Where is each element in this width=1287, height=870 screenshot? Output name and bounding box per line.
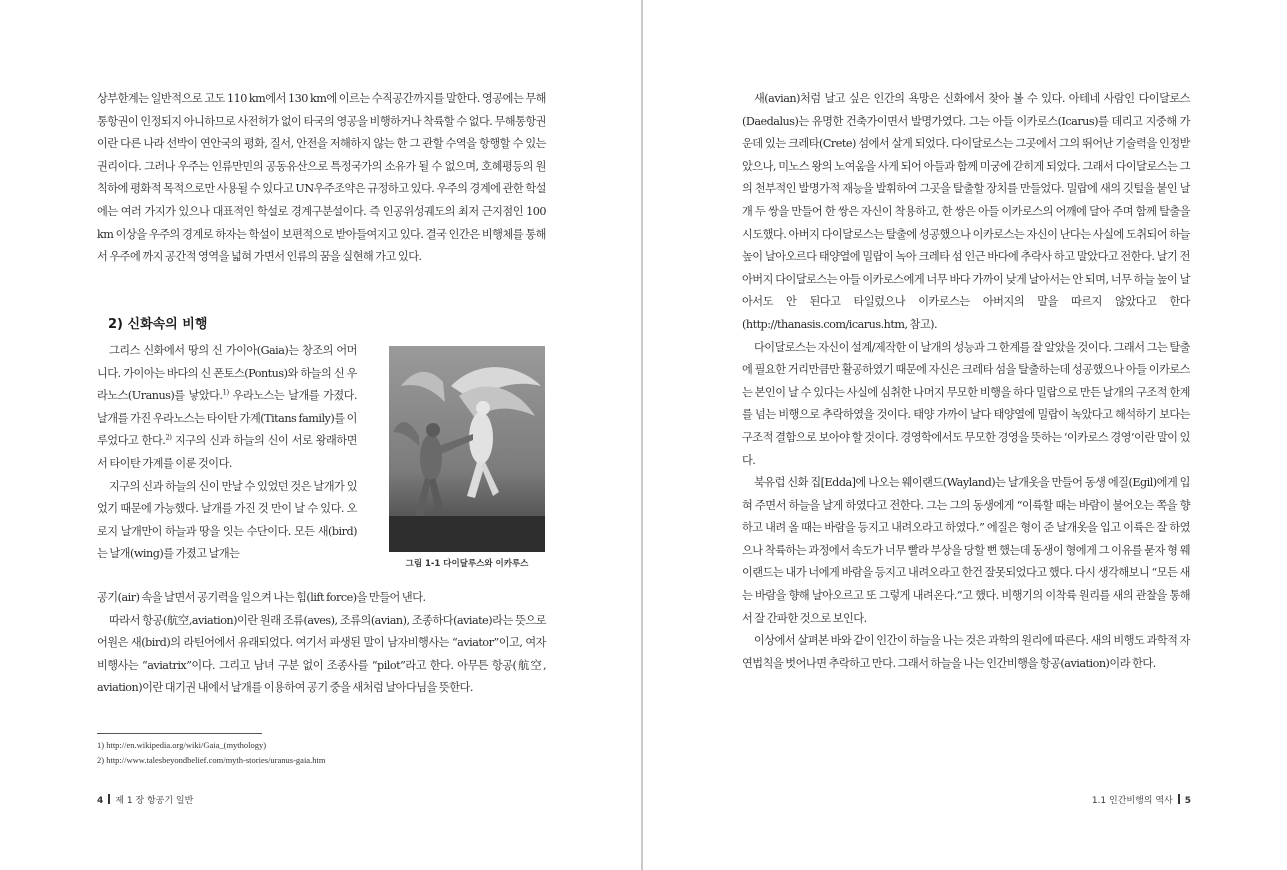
footnote-1: 1) http://en.wikipedia.org/wiki/Gaia_(mythology) bbox=[97, 740, 267, 750]
page-gutter bbox=[641, 0, 643, 870]
left-page-number: 4 bbox=[97, 796, 104, 806]
conclusion-paragraph: 이상에서 살펴본 바와 같이 인간이 하늘을 나는 것은 과학의 원리에 따른다. 새의 비행도 과학적 자연법칙을 벗어나면 추락하고 만다. 그래서 하늘을 나는 인간비행을 항공(aviation)이라 한다. bbox=[742, 634, 1190, 670]
myth-text-1c: 지구의 신과 하늘의 신이 서로 왕래하면서 타이탄 가계를 이룬 것이다. bbox=[97, 434, 357, 470]
footnote-ref-2: 2) bbox=[165, 433, 172, 442]
aviation-etymology-paragraph: 따라서 항공(航空,aviation)이란 원래 조류(aves), 조류의(avian), 조종하다(aviate)라는 뜻으로 어원은 새(bird)의 라틴어에서 유래되었다. 여기서 파생된 말이 남자비행사는 “aviator”이고, 여자비행사는 “aviatrix”이다. 그리고 남녀 구분 없이 조종사를 “pilot”라고 한다. 아무튼 항공(航空, aviation)이란 대기권 내에서 날개를 이용하여 공기 중을 새처럼 날아다님을 뜻한다. bbox=[97, 613, 546, 695]
wayland-paragraph: 북유럽 신화 집[Edda]에 나오는 웨이랜드(Wayland)는 날개옷을 만들어 동생 에질(Egil)에게 입혀 주면서 하늘을 날게 하였다고 전한다. 그는 그의 동생에게 “이륙할 때는 바람이 불어오는 쪽을 향하고 내려 올 때는 바람을 등지고 내려오라고 하였다.” 에질은 형이 준 날개옷을 입고 이륙은 잘 하였으나 착륙하는 과정에서 속도가 너무 빨라 부상을 당할 뻔 했는데 동생이 형에게 그 이유를 묻자 형 웨이랜드는 내가 너에게 바람을 등지고 내려오라고 한건 잘못되었다고 했다. 다시 생각해보니 “모든 새는 바람을 향해 날아오르고 또 그렇게 내려온다.”고 했다. 비행기의 이착륙 원리를 새의 관찰을 통해서 잘 간파한 것으로 보인다. bbox=[742, 476, 1190, 625]
full-column bbox=[97, 587, 546, 700]
figure-daedalus-icarus bbox=[389, 346, 545, 552]
left-footer bbox=[97, 793, 193, 806]
footnote-ref-1: 1) bbox=[222, 388, 229, 397]
footnote-rule bbox=[97, 733, 262, 734]
footnotes bbox=[97, 738, 325, 768]
figure-caption: 그림 1-1 다이달루스와 이카루스 bbox=[405, 559, 529, 569]
footer-divider bbox=[108, 794, 110, 804]
footer-divider bbox=[1178, 794, 1180, 804]
right-page-number: 5 bbox=[1184, 796, 1191, 806]
daedalus-analysis-paragraph: 다이달로스는 자신이 설계/제작한 이 날개의 성능과 그 한계를 잘 알았을 것이다. 그래서 그는 탈출에 필요한 거리만큼만 활공하였기 때문에 자신은 크레타 섬을 탈출하는데 성공했으나 아들 이카로스는 본인이 날 수 있다는 사실에 심취한 나머지 무모한 비행을 하다 밀랍으로 만든 날개의 구조적 한계를 넘는 비행으로 추락하였을 것이다. 태양 가까이 날다 태양열에 밀랍이 녹았다고 해석하기 보다는 구조적 결함으로 보아야 할 것이다. 경영학에서도 무모한 경영을 뜻하는 ‘이카로스 경영’이란 말이 있다. bbox=[742, 340, 1190, 467]
intro-text: 상부한계는 일반적으로 고도 110 km에서 130 km에 이르는 수직공간까지를 말한다. 영공에는 무해통항권이 인정되지 아니하므로 사전허가 없이 타국의 영공을 비행하거나 착륙할 수 없다. 무해통항권이란 다른 나라 선박이 연안국의 평화, 질서, 안전을 저해하지 않는 한 그 관할 수역을 항행할 수 있는 권리이다. 그러나 우주는 인류만민의 공동유산으로 특정국가의 소유가 될 수 없으며, 호혜평등의 원칙하에 평화적 목적으로만 사용될 수 있다고 UN우주조약은 규정하고 있다. 우주의 경계에 관한 학설에는 여러 가지가 있으나 대표적인 학설로 경계구분설이다. 즉 인공위성궤도의 최저 근지점인 100 km 이상을 우주의 경계로 하자는 학설이 보편적으로 받아들여지고 있다. 결국 인간은 비행체를 통해서 우주에 까지 공간적 영역을 넓혀 가면서 인류의 꿈을 실현해 가고 있다. bbox=[97, 92, 546, 264]
myth-text-1b: 우라노스는 날개를 가졌다. 날개를 가진 우라노스는 타이탄 가계(Titans family)를 이루었다고 한다. bbox=[97, 389, 357, 448]
footnote-2: 2) http://www.talesbeyondbelief.com/myth-stories/uranus-gaia.htm bbox=[97, 755, 326, 765]
myth-paragraph-1 bbox=[97, 340, 357, 476]
right-page bbox=[644, 0, 1287, 870]
wrapped-column bbox=[97, 340, 357, 566]
right-body bbox=[742, 88, 1190, 675]
myth-text-1a: 그리스 신화에서 땅의 신 가이아(Gaia)는 창조의 어머니다. 가이아는 바다의 신 폰토스(Pontus)와 하늘의 신 우라노스(Uranus)를 낳았다. bbox=[97, 344, 357, 403]
myth-paragraph-2: 지구의 신과 하늘의 신이 만날 수 있었던 것은 날개가 있었기 때문에 가능했다. 날개를 가진 것 만이 날 수 있다. 오로지 날개만이 하늘과 땅을 잇는 수단이다. 모든 새(bird)는 날개(wing)를 가졌고 날개는 bbox=[97, 479, 357, 561]
section-running-title: 1.1 인간비행의 역사 bbox=[1091, 796, 1173, 806]
right-footer bbox=[1092, 793, 1191, 806]
myth-paragraph-2-end: 공기(air) 속을 날면서 공기력을 일으켜 나는 힘(lift force)을 만들어 낸다. bbox=[97, 591, 426, 604]
intro-paragraph bbox=[97, 88, 546, 269]
figure-illustration bbox=[389, 346, 545, 552]
daedalus-paragraph: 새(avian)처럼 날고 싶은 인간의 욕망은 신화에서 찾아 볼 수 있다. 아테네 사람인 다이달로스(Daedalus)는 유명한 건축가이면서 발명가였다. 그는 아들 이카로스(Icarus)를 데리고 지중해 가운데 있는 크레타(Crete) 섬에서 살게 되었다. 다이달로스는 그곳에서 그의 뛰어난 기술력을 인정받았으나, 미노스 왕의 노여움을 사게 되어 아들과 함께 미궁에 갇히게 되었다. 그래서 다이달로스는 그의 천부적인 발명가적 재능을 발휘하여 그곳을 탈출할 장치를 만들었다. 밀랍에 새의 깃털을 붙인 날개 두 쌍을 만들어 한 쌍은 자신이 착용하고, 한 쌍은 아들 이카로스의 어깨에 달아 주며 함께 탈출을 시도했다. 아버지 다이달로스는 탈출에 성공했으나 이카로스는 자신이 난다는 사실에 도취되어 하늘 높이 날아오르다 태양열에 밀랍이 녹아 크레타 섬 인근 바다에 추락사 하고 말았다고 전한다. 날기 전 아버지 다이달로스는 아들 이카로스에게 너무 바다 가까이 낮게 날아서는 안 되며, 너무 하늘 높이 날아서도 안 된다고 타일렀으나 이카로스는 아버지의 말을 따르지 않았다고 한다(http://thanasis.com/icarus.htm, 참고). bbox=[742, 92, 1190, 331]
section-title: 2) 신화속의 비행 bbox=[108, 317, 208, 332]
left-page bbox=[0, 0, 642, 870]
chapter-title: 제 1 장 항공기 일반 bbox=[115, 796, 194, 806]
